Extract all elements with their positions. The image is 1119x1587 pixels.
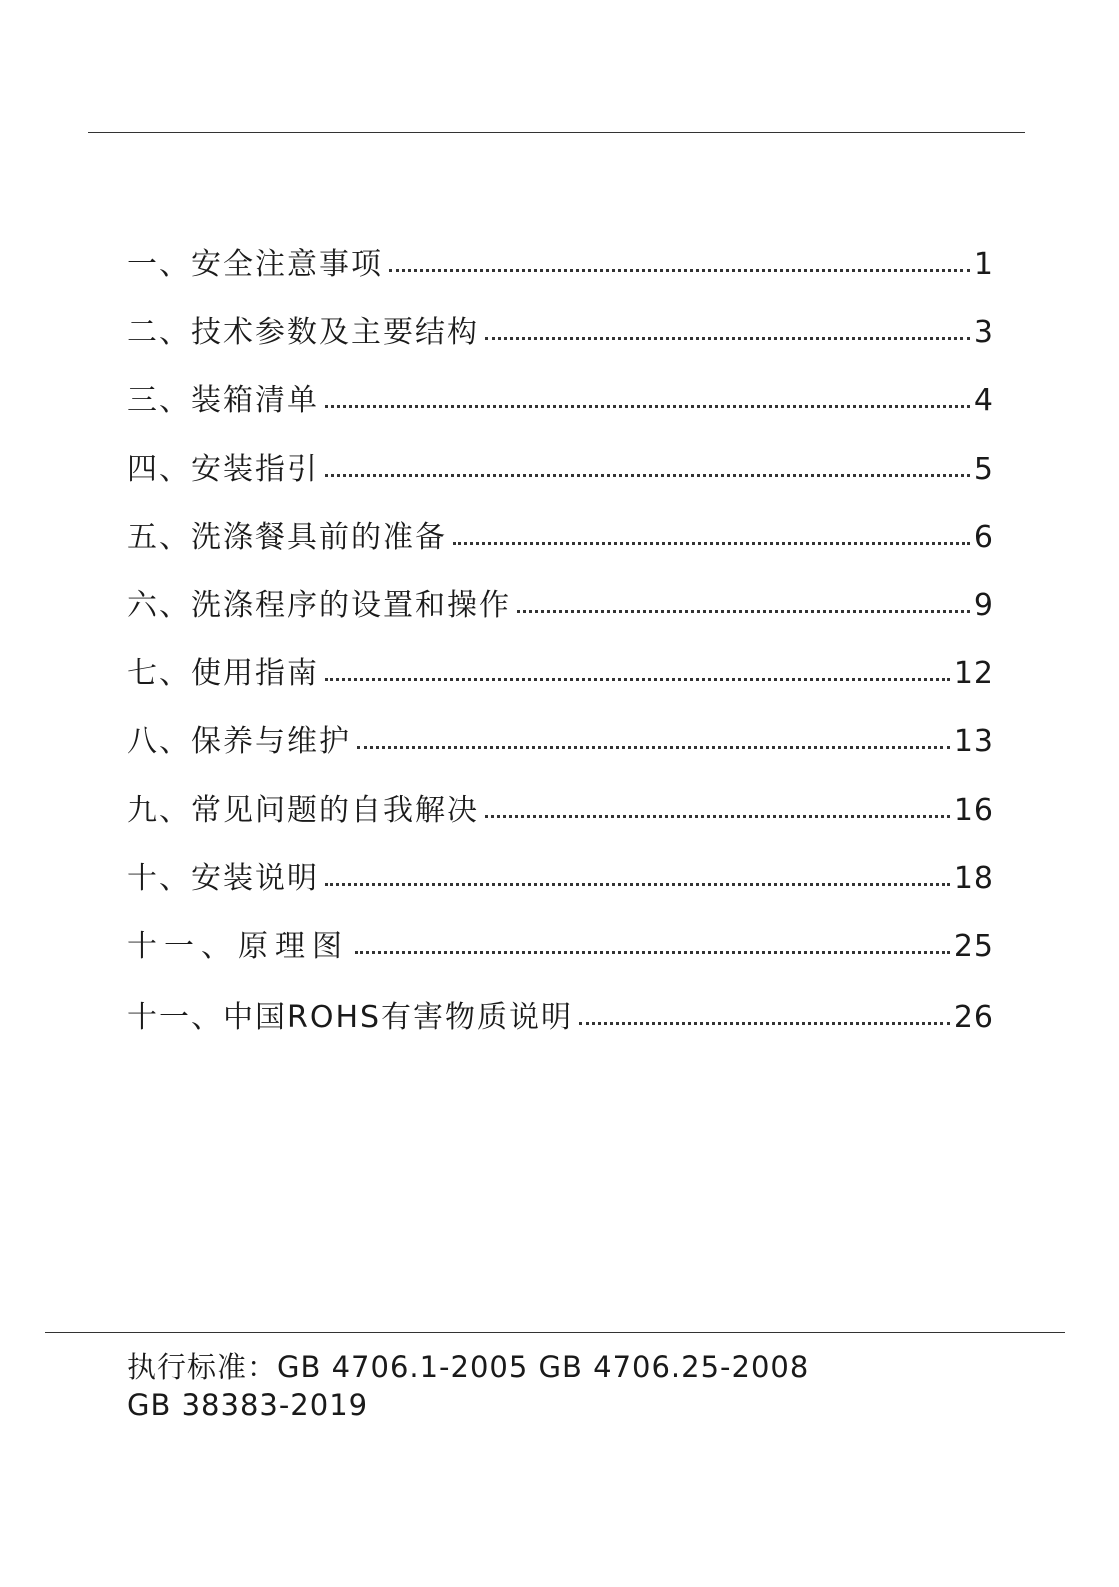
- toc-entry-title: 三、装箱清单: [127, 383, 319, 419]
- toc-entry-title: 六、洗涤程序的设置和操作: [127, 587, 511, 623]
- toc-entry-page: 12: [953, 656, 994, 692]
- table-of-contents: [127, 247, 994, 1074]
- execution-standards: [127, 1348, 809, 1424]
- toc-entry-page: 26: [953, 999, 994, 1035]
- toc-dot-leader: [325, 883, 950, 886]
- toc-dot-leader: [517, 610, 970, 613]
- toc-entry-title: 四、安装指引: [127, 451, 319, 487]
- standards-line-1: 执行标准：GB 4706.1-2005 GB 4706.25-2008: [127, 1350, 810, 1384]
- toc-dot-leader: [355, 951, 950, 954]
- toc-entry-title: 十、安装说明: [127, 860, 319, 896]
- toc-dot-leader: [485, 337, 970, 340]
- toc-entry[interactable]: [127, 587, 994, 659]
- toc-dot-leader: [389, 269, 970, 272]
- toc-entry[interactable]: [127, 656, 994, 727]
- toc-entry-page: 13: [953, 724, 994, 760]
- toc-entry[interactable]: [127, 999, 994, 1074]
- toc-entry[interactable]: [127, 247, 994, 318]
- toc-entry-title: 八、保养与维护: [127, 724, 351, 760]
- toc-entry[interactable]: [127, 383, 994, 454]
- toc-entry-title: 七、使用指南: [127, 656, 319, 692]
- toc-entry-title: 一、安全注意事项: [127, 247, 383, 282]
- standards-line-2: GB 38383-2019: [127, 1388, 369, 1422]
- toc-entry-title: 九、常见问题的自我解决: [127, 792, 479, 828]
- toc-entry[interactable]: [127, 928, 994, 1003]
- toc-entry[interactable]: [127, 315, 994, 386]
- toc-dot-leader: [357, 746, 950, 749]
- toc-entry-page: 16: [953, 792, 994, 828]
- toc-entry[interactable]: [127, 451, 994, 523]
- bottom-divider: [45, 1332, 1065, 1333]
- toc-entry-title: 五、洗涤餐具前的准备: [127, 519, 447, 555]
- toc-dot-leader: [579, 1022, 950, 1025]
- toc-entry-page: 4: [973, 383, 994, 419]
- toc-entry-title: 十一、中国ROHS有害物质说明: [127, 999, 574, 1035]
- toc-entry-title: 二、技术参数及主要结构: [127, 315, 479, 351]
- toc-entry-page: 1: [973, 247, 994, 282]
- toc-dot-leader: [453, 542, 970, 545]
- toc-dot-leader: [325, 678, 950, 681]
- toc-entry[interactable]: [127, 792, 994, 864]
- toc-entry-page: 5: [973, 451, 994, 487]
- toc-entry-page: 6: [973, 519, 994, 555]
- toc-entry[interactable]: [127, 724, 994, 795]
- toc-entry[interactable]: [127, 519, 994, 591]
- toc-entry[interactable]: [127, 860, 994, 932]
- toc-dot-leader: [485, 815, 950, 818]
- toc-entry-page: 9: [973, 587, 994, 623]
- toc-dot-leader: [325, 474, 970, 477]
- top-divider: [88, 132, 1025, 133]
- toc-entry-page: 18: [953, 860, 994, 896]
- toc-dot-leader: [325, 405, 970, 408]
- toc-entry-title: 十一、原理图: [127, 928, 349, 964]
- toc-entry-page: 3: [973, 315, 994, 351]
- toc-entry-page: 25: [953, 928, 994, 964]
